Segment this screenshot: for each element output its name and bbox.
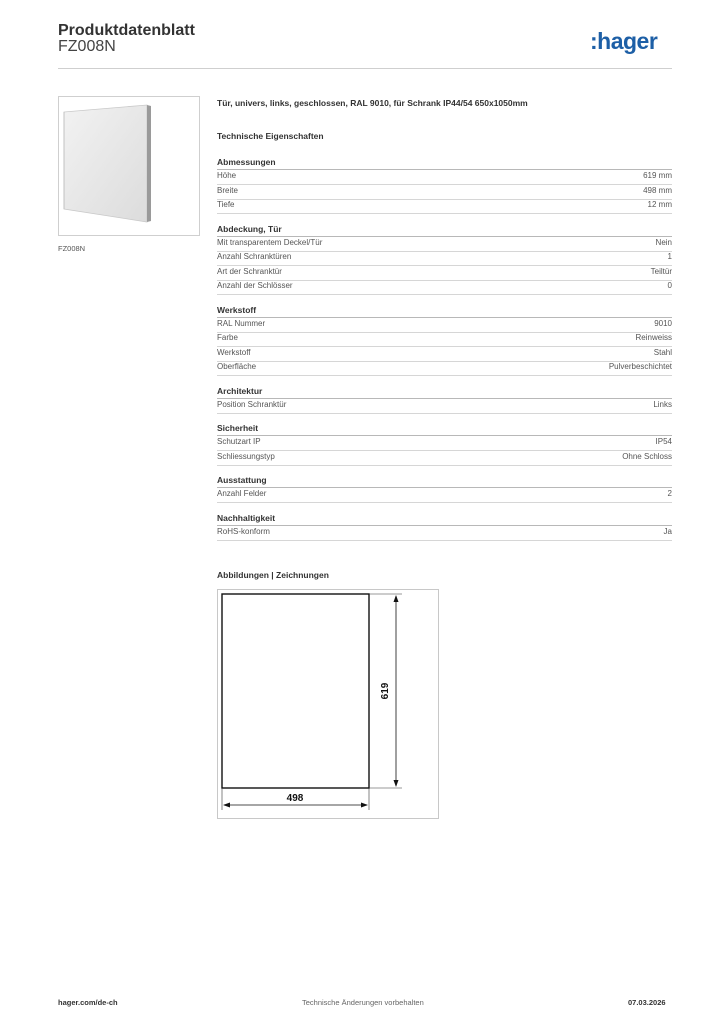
spec-value: 1 <box>667 252 672 261</box>
footer-website-link[interactable]: hager.com/de-ch <box>58 998 118 1007</box>
spec-row <box>217 488 672 503</box>
spec-value: 9010 <box>654 318 672 328</box>
spec-row <box>217 318 672 333</box>
spec-value: Pulverbeschichtet <box>608 362 672 371</box>
spec-label: Farbe <box>217 333 238 342</box>
width-label: 498 <box>286 793 304 804</box>
section-title: Abdeckung, Tür <box>217 223 282 234</box>
spec-row <box>217 170 672 185</box>
technical-drawing <box>217 589 439 819</box>
figures-title: Abbildungen | Zeichnungen <box>217 570 329 580</box>
spec-row <box>217 399 672 414</box>
spec-row <box>217 266 672 281</box>
spec-value: Stahl <box>653 347 672 357</box>
spec-label: Tiefe <box>217 200 235 209</box>
spec-label: Werkstoff <box>217 347 251 357</box>
section-title: Architektur <box>217 385 263 396</box>
spec-row <box>217 185 672 200</box>
dimension-drawing <box>218 590 438 818</box>
spec-label: RoHS-konform <box>217 526 270 536</box>
spec-value: IP54 <box>655 437 672 446</box>
footer-date: 07.03.2026 <box>628 998 666 1007</box>
spec-label: Art der Schranktür <box>217 266 282 276</box>
spec-value: 498 mm <box>643 185 672 195</box>
spec-value: Teiltür <box>650 266 672 276</box>
spec-row <box>217 199 672 214</box>
spec-label: Schutzart IP <box>217 437 261 446</box>
spec-row <box>217 332 672 347</box>
section-title: Werkstoff <box>217 304 257 315</box>
height-label: 619 <box>380 682 391 700</box>
spec-row <box>217 361 672 376</box>
spec-row <box>217 347 672 362</box>
hager-logo[interactable]: :hager <box>590 28 658 54</box>
spec-value: 2 <box>667 489 672 498</box>
logo-text: hager <box>597 28 658 54</box>
spec-label: Anzahl Schranktüren <box>217 252 292 261</box>
spec-row <box>217 237 672 252</box>
section-title: Nachhaltigkeit <box>217 512 276 523</box>
product-description: Tür, univers, links, geschlossen, RAL 9010, für Schrank IP44/54 650x1050mm <box>217 98 528 108</box>
spec-value: Ohne Schloss <box>622 451 672 461</box>
spec-label: Anzahl Felder <box>217 489 267 498</box>
spec-label: Höhe <box>217 171 237 180</box>
spec-value: 619 mm <box>643 171 672 180</box>
spec-value: Nein <box>655 237 672 247</box>
spec-row <box>217 280 672 295</box>
spec-row <box>217 451 672 466</box>
product-image <box>58 96 200 236</box>
spec-label: RAL Nummer <box>217 318 266 328</box>
spec-label: Position Schranktür <box>217 399 287 409</box>
spec-row <box>217 251 672 266</box>
spec-label: Breite <box>217 185 238 195</box>
header-divider <box>58 68 672 69</box>
page-title: Produktdatenblatt <box>58 22 195 39</box>
door-outline <box>222 594 369 788</box>
spec-row <box>217 436 672 451</box>
spec-row <box>217 526 672 541</box>
spec-label: Schliessungstyp <box>217 451 275 461</box>
technical-properties-title: Technische Eigenschaften <box>217 131 324 141</box>
spec-label: Oberfläche <box>217 362 257 371</box>
spec-value: Ja <box>663 526 672 536</box>
article-number: FZ008N <box>58 38 116 55</box>
door-panel-image <box>59 97 199 235</box>
spec-value: Links <box>653 399 672 409</box>
section-title: Sicherheit <box>217 423 259 433</box>
spec-value: 0 <box>667 281 672 290</box>
spec-value: Reinweiss <box>635 333 672 342</box>
spec-label: Anzahl der Schlösser <box>217 281 293 290</box>
footer-note: Technische Änderungen vorbehalten <box>302 998 424 1007</box>
image-caption: FZ008N <box>58 244 86 253</box>
section-title: Abmessungen <box>217 157 276 167</box>
section-title: Ausstattung <box>217 475 267 485</box>
spec-label: Mit transparentem Deckel/Tür <box>217 237 323 247</box>
spec-value: 12 mm <box>647 200 672 209</box>
